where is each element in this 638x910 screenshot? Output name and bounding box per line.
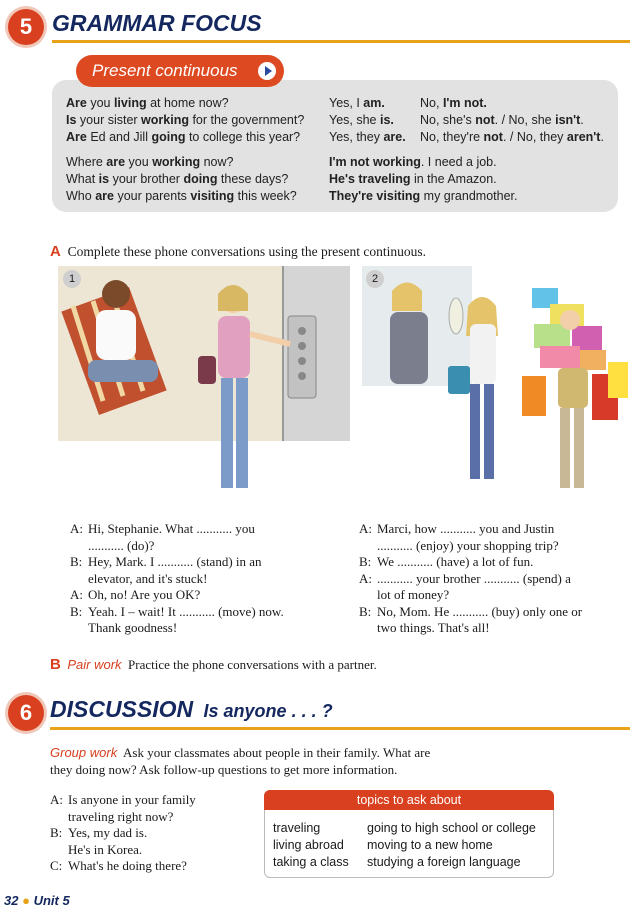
dialogue-line: elevator, and it's stuck! <box>88 570 208 586</box>
grammar-text: this week? <box>234 189 297 203</box>
grammar-bold-text: working <box>152 155 201 169</box>
speaker-label: B: <box>359 603 372 619</box>
unit-label: Unit 5 <box>33 893 70 908</box>
dialogue-line: traveling right now? <box>68 808 174 824</box>
grammar-text: Where <box>66 155 107 169</box>
dialogue-line: ........... (enjoy) your shopping trip? <box>377 537 559 553</box>
dialogue-turn <box>50 825 196 858</box>
dialogue-turn <box>70 587 284 604</box>
grammar-bold-text: aren't <box>566 130 601 144</box>
dialogue-text <box>377 571 571 604</box>
dialogue-text <box>88 521 255 554</box>
discussion-title: DISCUSSION <box>50 696 194 722</box>
grammar-text: to college this year? <box>185 130 301 144</box>
speaker-label: A: <box>359 521 372 536</box>
grammar-bold-text: not <box>475 113 495 127</box>
speaker-label: A: <box>70 521 83 536</box>
page-number: 32 <box>4 893 19 908</box>
section-5-rule <box>52 40 630 43</box>
topic-item: studying a foreign language <box>367 855 521 869</box>
dialogue-turn <box>70 521 284 554</box>
group-work-line-1 <box>50 745 430 761</box>
dialogue-line: Yeah. I – wait! It ........... (move) now. <box>88 603 284 619</box>
dialogue-text <box>68 825 147 858</box>
section-6-rule <box>50 727 630 730</box>
topics-header: topics to ask about <box>264 790 554 810</box>
speaker-label: A: <box>359 570 372 586</box>
grammar-pill-label: Present continuous <box>92 61 238 80</box>
dialogue-turn <box>70 604 284 637</box>
grammar-text: your sister <box>76 113 142 127</box>
dialogue-line: He's in Korea. <box>68 841 143 857</box>
exercise-b-instruction <box>50 656 377 673</box>
grammar-text: these days? <box>217 172 289 186</box>
grammar-bold-text: doing <box>183 172 218 186</box>
pair-work-label: Pair work <box>67 657 122 672</box>
exercise-a-letter: A <box>50 243 61 260</box>
exercise-b-text: Practice the phone conversations with a partner. <box>128 657 377 672</box>
grammar-text: now? <box>200 155 234 169</box>
speaker-label: B: <box>359 554 372 569</box>
dialogue-line: Thank goodness! <box>88 620 178 635</box>
grammar-text: No, <box>420 96 443 110</box>
dialogue-text <box>377 521 559 554</box>
dialogue-line: lot of money? <box>377 587 450 602</box>
grammar-text: No, they're <box>420 130 484 144</box>
speaker-label: B: <box>50 825 63 840</box>
group-work-line-2: they doing now? Ask follow-up questions to get more information. <box>50 762 398 777</box>
grammar-negative-answer <box>420 130 604 144</box>
topic-item: taking a class <box>273 855 349 869</box>
grammar-answer <box>329 96 385 110</box>
grammar-bold-text: are <box>106 155 126 169</box>
grammar-negative-answer <box>420 113 584 127</box>
dialogue-text <box>88 554 262 587</box>
grammar-bold-text: is. <box>379 113 394 127</box>
topics-box <box>264 790 554 878</box>
speaker-label: A: <box>70 587 83 602</box>
grammar-text: What <box>66 172 99 186</box>
dialogue-turn <box>359 571 582 604</box>
grammar-negative-answer <box>420 96 487 110</box>
grammar-text: No, she's <box>420 113 476 127</box>
grammar-text: Yes, they <box>329 130 384 144</box>
grammar-question <box>66 172 288 186</box>
grammar-question <box>66 155 233 169</box>
dialogue-text <box>377 604 582 637</box>
grammar-answer <box>329 189 517 203</box>
grammar-bold-text: I'm not working <box>329 155 421 169</box>
speaker-label: B: <box>70 603 83 619</box>
grammar-bold-text: I'm not. <box>442 96 487 110</box>
conversation-1 <box>70 521 284 637</box>
dialogue-line: No, Mom. He ........... (buy) only one or <box>377 603 583 619</box>
grammar-text: . / No, she <box>494 113 556 127</box>
dialogue-line: Hi, Stephanie. What ........... you <box>88 521 255 536</box>
grammar-bold-text: working <box>141 113 189 127</box>
topic-item: going to high school or college <box>367 821 536 835</box>
dialogue-turn <box>359 604 582 637</box>
illustration-shopping-call <box>362 266 634 506</box>
grammar-text: you <box>125 155 153 169</box>
grammar-bold-text: is <box>98 172 110 186</box>
speaker-label: B: <box>70 554 83 569</box>
dialogue-text <box>68 792 196 825</box>
grammar-text: in the Amazon. <box>410 172 497 186</box>
grammar-text: my grandmother. <box>420 189 518 203</box>
section-5-title: GRAMMAR FOCUS <box>52 10 262 36</box>
topic-item: living abroad <box>273 838 344 852</box>
grammar-question <box>66 189 297 203</box>
dialogue-text <box>68 858 187 875</box>
dialogue-line: Oh, no! Are you OK? <box>88 587 201 602</box>
grammar-question <box>66 113 304 127</box>
grammar-bold-text: isn't <box>555 113 581 127</box>
discussion-subtitle: Is anyone . . . ? <box>203 701 333 721</box>
group-work-label: Group work <box>50 745 118 760</box>
dialogue-turn <box>50 858 196 875</box>
dialogue-line: Yes, my dad is. <box>68 825 148 840</box>
picture-2-number: 2 <box>366 270 384 288</box>
grammar-bold-text: not <box>483 130 503 144</box>
speaker-label: A: <box>50 792 63 807</box>
dialogue-text <box>88 604 284 637</box>
discussion-dialogue <box>50 792 196 875</box>
grammar-question <box>66 130 300 144</box>
grammar-answer <box>329 155 497 169</box>
dialogue-line: What's he doing there? <box>68 858 187 873</box>
grammar-pill <box>76 55 284 87</box>
topic-item: traveling <box>273 821 321 835</box>
grammar-text: Ed and Jill <box>86 130 152 144</box>
grammar-text: for the government? <box>188 113 305 127</box>
section-6-title <box>50 696 333 723</box>
dialogue-text <box>88 587 200 604</box>
grammar-answer <box>329 172 497 186</box>
grammar-bold-text: Is <box>66 113 77 127</box>
grammar-text: you <box>86 96 114 110</box>
grammar-text: . I need a job. <box>420 155 497 169</box>
exercise-a-text: Complete these phone conversations using the present continuous. <box>67 244 427 259</box>
picture-1-number: 1 <box>63 270 81 288</box>
grammar-bold-text: visiting <box>190 189 235 203</box>
exercise-b-letter: B <box>50 656 61 673</box>
grammar-answer <box>329 130 406 144</box>
grammar-bold-text: He's traveling <box>329 172 411 186</box>
grammar-question <box>66 96 229 110</box>
grammar-bold-text: Are <box>66 130 87 144</box>
dialogue-line: two things. That's all! <box>377 620 490 635</box>
play-icon <box>258 62 276 80</box>
grammar-bold-text: are <box>95 189 114 203</box>
grammar-bold-text: going <box>151 130 186 144</box>
grammar-text: Who <box>66 189 96 203</box>
grammar-text: at home now? <box>146 96 229 110</box>
illustration-elevator-call <box>58 266 350 506</box>
dialogue-turn <box>359 521 582 554</box>
topic-item: moving to a new home <box>367 838 493 852</box>
page-footer: 32 ● Unit 5 <box>4 893 70 908</box>
grammar-bold-text: living <box>113 96 147 110</box>
dialogue-line: We ........... (have) a lot of fun. <box>377 554 534 569</box>
dialogue-line: Marci, how ........... you and Justin <box>377 521 555 536</box>
grammar-text: . / No, they <box>502 130 567 144</box>
grammar-text: Yes, she <box>329 113 380 127</box>
conversation-2 <box>359 521 582 637</box>
dialogue-turn <box>359 554 582 571</box>
grammar-bold-text: are. <box>383 130 406 144</box>
dialogue-line: ........... your brother ........... (spend) a <box>377 570 571 586</box>
grammar-text: your brother <box>109 172 184 186</box>
group-work-text-1: Ask your classmates about people in their family. What are <box>123 745 431 760</box>
grammar-text: your parents <box>113 189 191 203</box>
dialogue-turn <box>50 792 196 825</box>
dialogue-line: Is anyone in your family <box>68 792 196 807</box>
section-5-number: 5 <box>8 9 44 45</box>
exercise-a-instruction <box>50 243 426 260</box>
grammar-bold-text: They're visiting <box>329 189 421 203</box>
grammar-bold-text: am. <box>363 96 385 110</box>
grammar-text: . <box>580 113 584 127</box>
grammar-text: Yes, I <box>329 96 364 110</box>
dialogue-turn <box>70 554 284 587</box>
section-6-number: 6 <box>8 695 44 731</box>
dialogue-line: Hey, Mark. I ........... (stand) in an <box>88 554 262 569</box>
grammar-bold-text: Are <box>66 96 87 110</box>
grammar-answer <box>329 113 394 127</box>
dialogue-text <box>377 554 533 571</box>
speaker-label: C: <box>50 858 63 873</box>
grammar-text: . <box>600 130 604 144</box>
dialogue-line: ........... (do)? <box>88 537 155 553</box>
